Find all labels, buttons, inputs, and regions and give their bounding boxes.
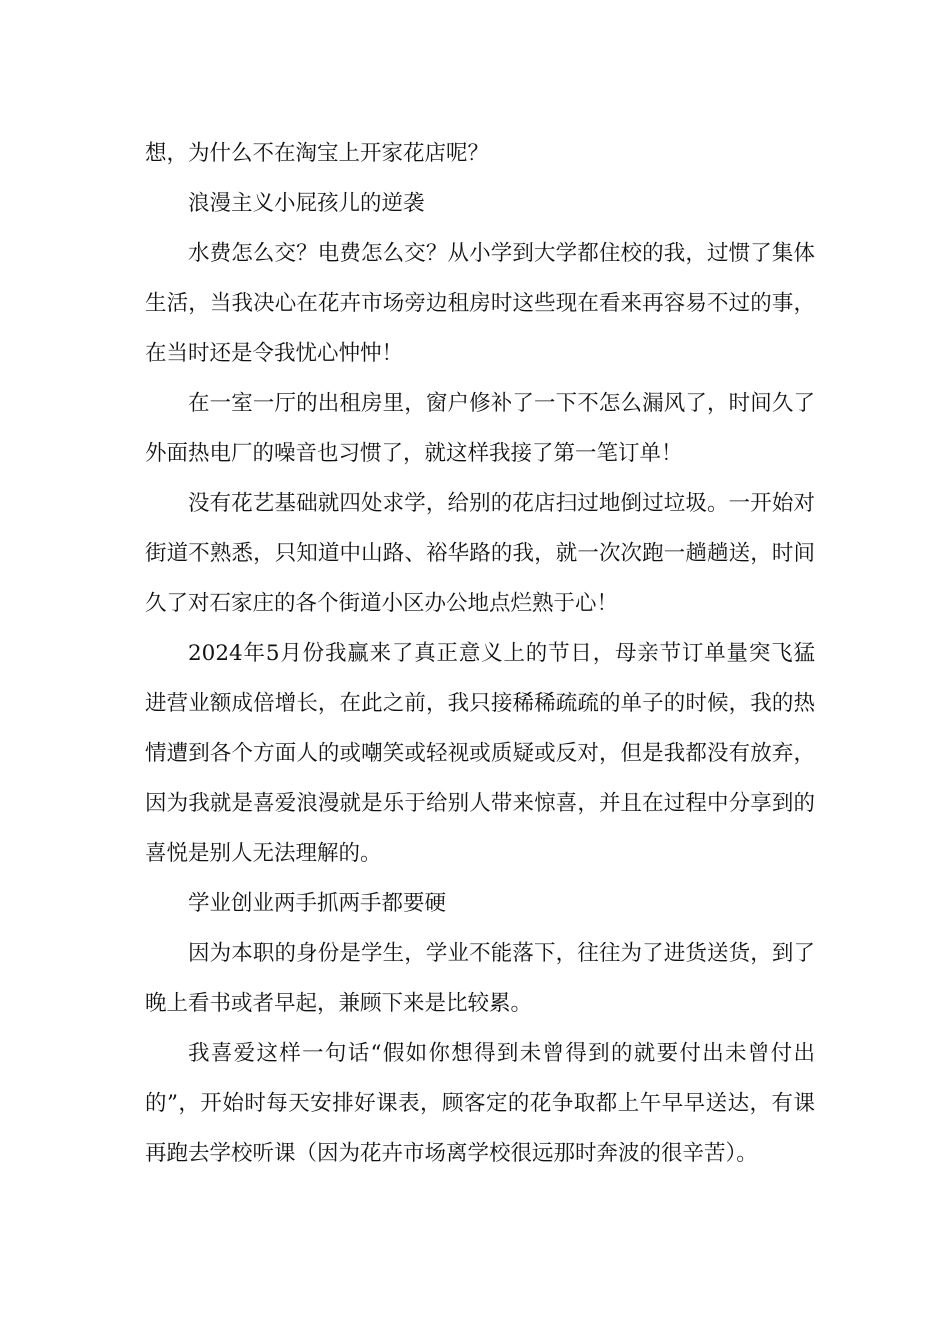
section-heading-romantic-kid: 浪漫主义小屁孩儿的逆袭 <box>188 191 425 216</box>
paragraph-mothers-day: 2024年5月份我赢来了真正意义上的节日，母亲节订单量突飞猛进营业额成倍增长，在此之前，我只接稀稀疏疏的单子的时候，我的热情遭到各个方面人的或嘲笑或轻视或质疑或反对，但是我都没有放弃，因为我就是喜爱浪漫就是乐于给别人带来惊喜，并且在过程中分享到的喜悦是别人无法理解的。 <box>145 641 815 866</box>
paragraph-favorite-quote: 我喜爱这样一句话“假如你想得到未曾得到的就要付出未曾付出的”，开始时每天安排好课表，顾客定的花争取都上午早早送达，有课再跑去学校听课（因为花卉市场离学校很远那时奔波的很辛苦）。 <box>145 1041 815 1166</box>
section-heading-study-and-business: 学业创业两手抓两手都要硬 <box>188 891 447 916</box>
paragraph-utilities: 水费怎么交？电费怎么交？从小学到大学都住校的我，过惯了集体生活，当我决心在花卉市场旁边租房时这些现在看来再容易不过的事，在当时还是令我忧心忡忡！ <box>145 241 815 366</box>
paragraph-rented-room: 在一室一厅的出租房里，窗户修补了一下不怎么漏风了，时间久了外面热电厂的噪音也习惯了，就这样我接了第一笔订单！ <box>145 391 815 466</box>
paragraph-continuation: 想，为什么不在淘宝上开家花店呢？ <box>145 141 490 166</box>
document-body <box>145 129 815 1179</box>
paragraph-student-identity: 因为本职的身份是学生，学业不能落下，往往为了进货送货，到了晚上看书或者早起，兼顾下来是比较累。 <box>145 941 815 1016</box>
paragraph-learning-streets: 没有花艺基础就四处求学，给别的花店扫过地倒过垃圾。一开始对街道不熟悉，只知道中山路、裕华路的我，就一次次跑一趟趟送，时间久了对石家庄的各个街道小区办公地点烂熟于心！ <box>145 491 815 616</box>
